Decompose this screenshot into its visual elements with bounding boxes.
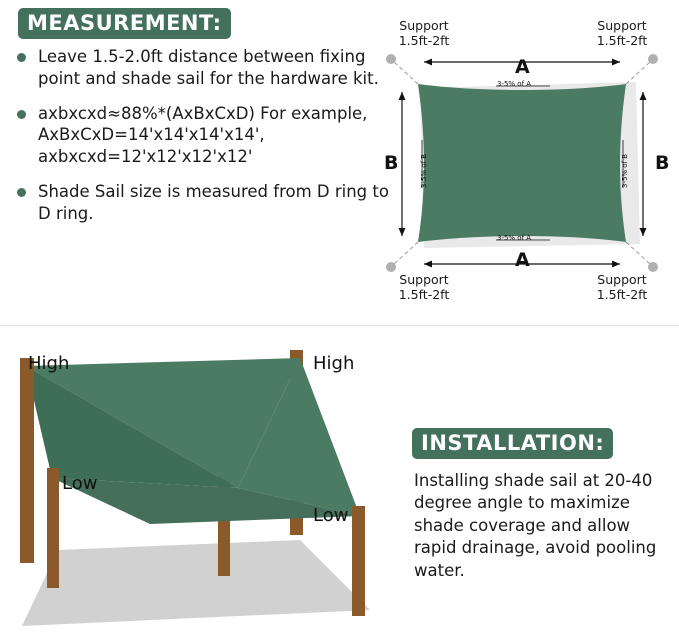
dimension-label-right-b: B [655,152,670,174]
dimension-label-bottom-a: A [515,249,530,271]
bullet-dot-icon [17,188,26,197]
label-low-left: Low [62,473,98,494]
dimension-label-left-b: B [384,152,399,174]
measurement-heading: MEASUREMENT: [18,8,231,39]
installation-illustration [0,328,400,638]
list-item-text: Shade Sail size is measured from D ring to D ring. [38,181,389,223]
tolerance-label-bottom: 3-5% of A [497,234,532,242]
label-high-left: High [28,353,70,374]
label-low-right: Low [313,505,349,526]
list-item-text: axbxcxd≈88%*(AxBxCxD) For example, AxBxCxD=14'x14'x14'x14', axbxcxd=12'x12'x12'x12' [38,103,368,167]
list-item [12,181,390,225]
dimension-left [399,92,406,236]
tolerance-label-right: 3-5% of B [621,153,629,188]
list-item-text: Leave 1.5-2.0ft distance between fixing point and shade sail for the hardware kit. [38,47,379,88]
list-item [12,103,390,168]
bullet-dot-icon [17,110,26,119]
sail-measurement-diagram [378,0,679,320]
label-high-right: High [313,353,355,374]
sail-shape [418,84,626,242]
installation-illustration-svg [0,328,400,638]
support-label-bottom-right: Support 1.5ft-2ft [596,272,648,302]
installation-heading: INSTALLATION: [412,428,613,459]
dimension-label-top-a: A [515,56,530,78]
installation-text: Installing shade sail at 20-40 degree angle to maximize shade coverage and allow rapid drainage, avoid pooling water. [414,471,657,580]
tolerance-label-top: 3-5% of A [497,80,532,88]
dimension-right [640,92,647,236]
tolerance-label-left: 3-5% of B [420,153,428,188]
section-divider [0,325,679,326]
bullet-dot-icon [17,53,26,62]
post-front-left [20,358,34,563]
post-front-right [352,506,365,616]
measurement-bullet-list [12,46,390,237]
support-label-top-left: Support 1.5ft-2ft [398,18,450,48]
post-mid-left [47,468,59,588]
support-label-top-right: Support 1.5ft-2ft [596,18,648,48]
ground-shadow-shape [22,540,370,626]
support-label-bottom-left: Support 1.5ft-2ft [398,272,450,302]
list-item [12,46,390,90]
